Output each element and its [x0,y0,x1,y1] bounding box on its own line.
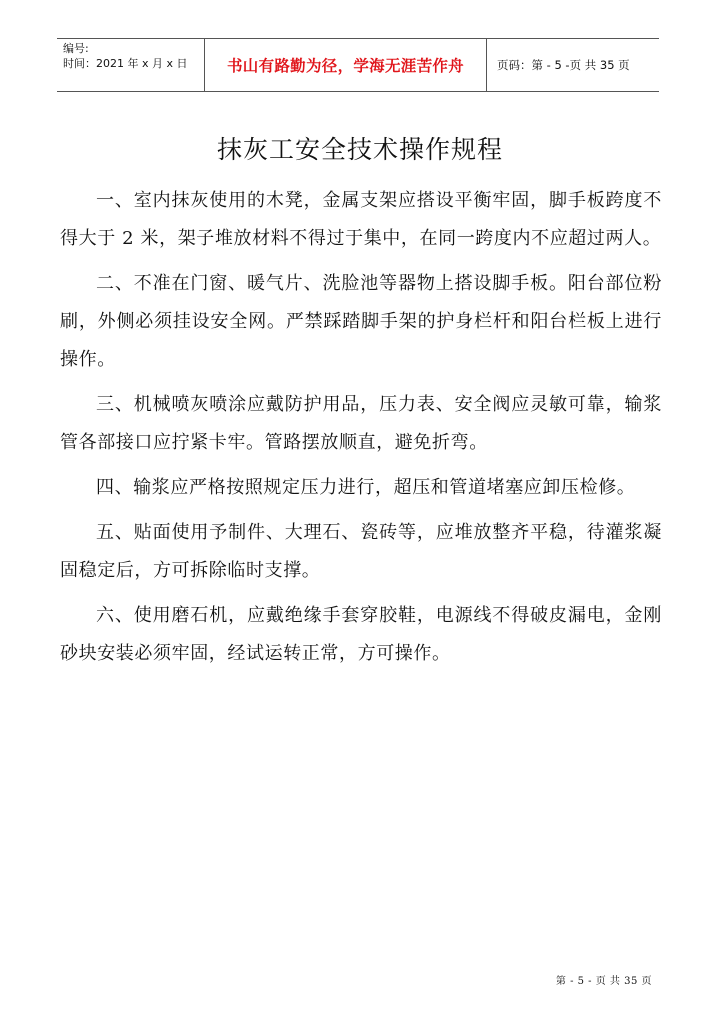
document-number-label: 编号: [63,42,89,55]
header-meta-cell [57,39,205,91]
header-page-info: 页码：第 - 5 -页 共 35 页 [497,58,630,72]
paragraph: 一、室内抹灰使用的木凳，金属支架应搭设平衡牢固，脚手板跨度不得大于 2 米，架子堆放材料不得过于集中，在同一跨度内不应超过两人。 [60,190,662,249]
paragraph: 五、贴面使用予制件、大理石、瓷砖等，应堆放整齐平稳，待灌浆凝固稳定后，方可拆除临时支撑。 [60,522,662,581]
paragraph: 二、不准在门窗、暖气片、洗脸池等器物上搭设脚手板。阳台部位粉刷，外侧必须挂设安全网。严禁踩踏脚手架的护身栏杆和阳台栏板上进行操作。 [60,273,662,370]
page-footer: 第 - 5 - 页 共 35 页 [555,976,652,987]
document-body [60,182,662,673]
header-table [57,38,659,92]
header-motto: 书山有路勤为径，学海无涯苦作舟 [205,39,487,91]
paragraph: 四、输浆应严格按照规定压力进行，超压和管道堵塞应卸压检修。 [96,477,636,498]
document-title: 抹灰工安全技术操作规程 [216,134,503,164]
paragraph: 三、机械喷灰喷涂应戴防护用品，压力表、安全阀应灵敏可靠，输浆管各部接口应拧紧卡牢。管路摆放顺直，避免折弯。 [60,394,662,453]
document-time-label: 时间：2021 年 x 月 x 日 [63,57,188,70]
paragraph: 六、使用磨石机，应戴绝缘手套穿胶鞋，电源线不得破皮漏电，金刚砂块安装必须牢固，经试运转正常，方可操作。 [60,605,662,664]
